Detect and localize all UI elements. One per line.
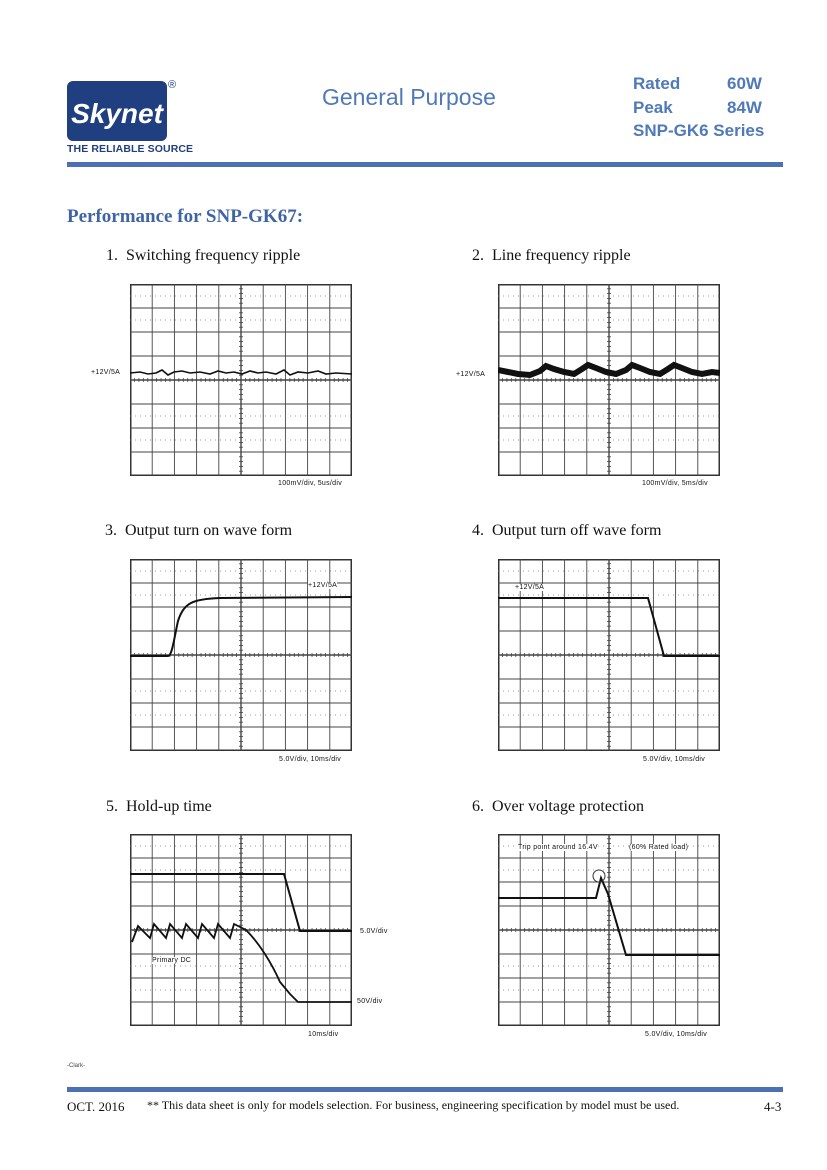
skynet-logo: [67, 81, 167, 141]
panel-5-right-label-1: 5.0V/div: [360, 928, 388, 935]
panel-2-scale: 100mV/div, 5ms/div: [642, 480, 708, 487]
panel-1-trace-label: +12V/5A: [91, 369, 121, 376]
footer-date: OCT. 2016: [67, 1099, 125, 1114]
panel-4-trace-label: +12V/5A: [515, 584, 545, 591]
scope-2: [498, 284, 720, 476]
trademark-symbol: ®: [168, 79, 177, 91]
panel-5-title: [106, 798, 212, 816]
panel-4-title-text: Output turn off wave form: [492, 522, 662, 539]
author-mark: -Clark-: [67, 1063, 85, 1069]
footer-note: ** This data sheet is only for models selection. For business, engineering specification by model must be used.: [147, 1098, 680, 1112]
panel-4-number: 4.: [472, 522, 484, 539]
panel-3-title-text: Output turn on wave form: [125, 522, 293, 539]
panel-1-title: [106, 247, 300, 265]
panel-5-number: 5.: [106, 798, 118, 815]
panel-1-scale: 100mV/div, 5us/div: [278, 480, 343, 487]
panel-6-scale: 5.0V/div, 10ms/div: [645, 1031, 708, 1038]
header-divider: [67, 162, 783, 167]
panel-2-number: 2.: [472, 247, 484, 264]
panel-5-title-text: Hold-up time: [126, 798, 212, 815]
section-title: Performance for SNP-GK67:: [67, 206, 304, 227]
series-name: SNP-GK6 Series: [633, 121, 765, 140]
panel-5-right-label-2: 50V/div: [357, 998, 383, 1005]
panel-3-scale: 5.0V/div, 10ms/div: [279, 756, 342, 763]
header-title: General Purpose: [322, 84, 496, 110]
logo-brand-text: Skynet: [71, 98, 163, 129]
panel-3-title: [105, 522, 292, 540]
panel-6-number: 6.: [472, 798, 484, 815]
panel-6-title-text: Over voltage protection: [492, 798, 644, 815]
panel-6-trip-label: Trip point around 16.4V: [518, 844, 598, 851]
panel-4-scale: 5.0V/div, 10ms/div: [643, 756, 706, 763]
panel-5-trace-label: Primary DC: [152, 957, 192, 964]
panel-2-title: [472, 247, 631, 265]
logo-tagline: THE RELIABLE SOURCE: [67, 143, 194, 155]
rated-label: Rated: [633, 74, 681, 93]
peak-label: Peak: [633, 98, 673, 117]
panel-6-rated-load: (60% Rated load): [629, 844, 689, 851]
page-number: 4-3: [764, 1099, 782, 1114]
scope-6: [498, 834, 720, 1026]
panel-4-title: [472, 522, 661, 540]
panel-2-title-text: Line frequency ripple: [492, 247, 631, 264]
panel-1-number: 1.: [106, 247, 118, 264]
footer-divider: [67, 1087, 783, 1092]
panel-3-number: 3.: [105, 522, 117, 539]
scope-5: [130, 834, 352, 1026]
panel-6-title: [472, 798, 644, 816]
scope-1: [130, 284, 352, 476]
panel-1-title-text: Switching frequency ripple: [126, 247, 301, 264]
panel-5-scale: 10ms/div: [308, 1031, 339, 1038]
peak-value: 84W: [727, 98, 762, 117]
panel-3-trace-label: +12V/5A: [308, 582, 338, 589]
panel-2-trace-label: +12V/5A: [456, 371, 486, 378]
rated-value: 60W: [727, 74, 762, 93]
